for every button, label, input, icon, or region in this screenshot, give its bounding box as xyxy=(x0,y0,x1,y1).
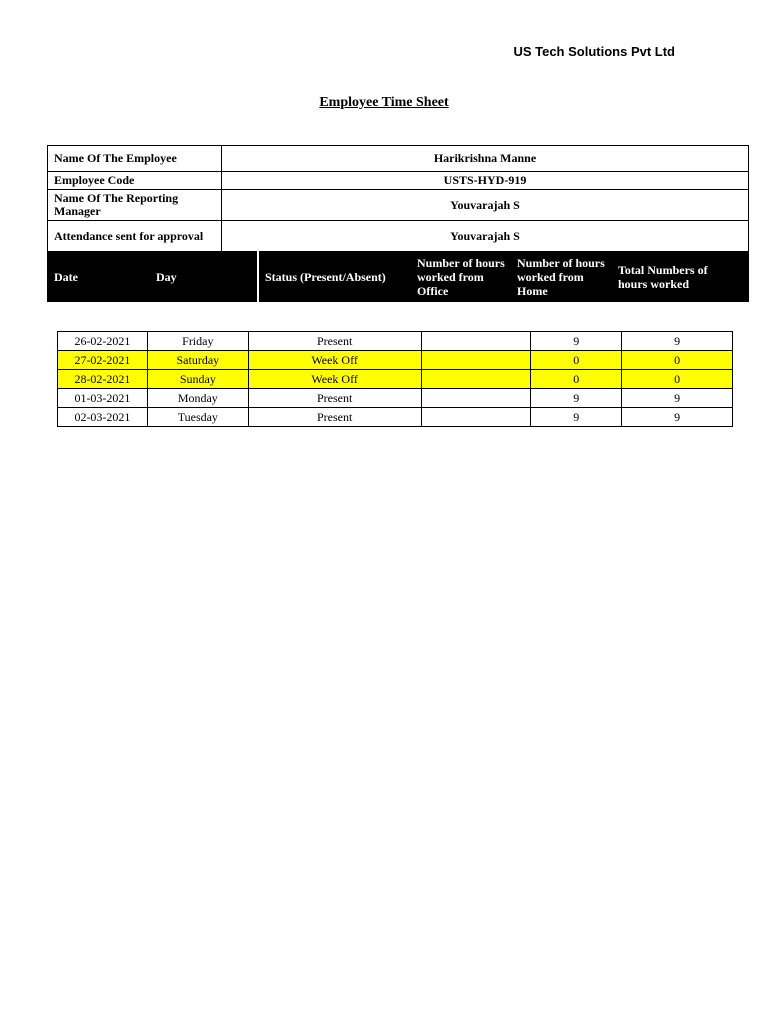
cell-date: 28-02-2021 xyxy=(58,370,148,389)
cell-status: Present xyxy=(248,408,421,427)
table-row xyxy=(58,389,733,408)
cell-status: Week Off xyxy=(248,351,421,370)
column-header-date: Date xyxy=(54,269,78,284)
cell-status: Week Off xyxy=(248,370,421,389)
column-header-separator xyxy=(257,251,259,302)
column-header-office-hours: Number of hours worked from Office xyxy=(417,255,505,298)
cell-total: 9 xyxy=(622,332,733,351)
table-row xyxy=(58,351,733,370)
cell-total: 0 xyxy=(622,351,733,370)
page-title: Employee Time Sheet xyxy=(319,95,449,110)
approval-value: Youvarajah S xyxy=(222,221,749,252)
column-header-day: Day xyxy=(156,269,177,284)
cell-total: 0 xyxy=(622,370,733,389)
cell-status: Present xyxy=(248,389,421,408)
manager-value: Youvarajah S xyxy=(222,190,749,221)
cell-date: 01-03-2021 xyxy=(58,389,148,408)
cell-home: 0 xyxy=(531,351,622,370)
employee-code-value: USTS-HYD-919 xyxy=(222,172,749,190)
cell-total: 9 xyxy=(622,389,733,408)
employee-code-row xyxy=(48,172,749,190)
cell-day: Monday xyxy=(147,389,248,408)
cell-office xyxy=(421,332,531,351)
cell-office xyxy=(421,408,531,427)
employee-name-value: Harikrishna Manne xyxy=(222,146,749,172)
timesheet-body xyxy=(58,332,733,427)
cell-home: 0 xyxy=(531,370,622,389)
cell-date: 02-03-2021 xyxy=(58,408,148,427)
employee-code-label: Employee Code xyxy=(48,172,222,190)
cell-date: 26-02-2021 xyxy=(58,332,148,351)
table-row xyxy=(58,370,733,389)
cell-office xyxy=(421,389,531,408)
employee-name-row xyxy=(48,146,749,172)
cell-office xyxy=(421,351,531,370)
table-row xyxy=(58,332,733,351)
cell-day: Saturday xyxy=(147,351,248,370)
timesheet-column-header xyxy=(47,251,749,302)
cell-date: 27-02-2021 xyxy=(58,351,148,370)
cell-office xyxy=(421,370,531,389)
manager-label: Name Of The Reporting Manager xyxy=(48,190,222,221)
timesheet-table xyxy=(57,331,733,427)
table-row xyxy=(58,408,733,427)
cell-day: Sunday xyxy=(147,370,248,389)
cell-day: Friday xyxy=(147,332,248,351)
approval-label: Attendance sent for approval xyxy=(48,221,222,252)
manager-row xyxy=(48,190,749,221)
cell-home: 9 xyxy=(531,408,622,427)
column-header-status: Status (Present/Absent) xyxy=(265,269,386,284)
employee-name-label: Name Of The Employee xyxy=(48,146,222,172)
column-header-home-hours: Number of hours worked from Home xyxy=(517,255,605,298)
cell-status: Present xyxy=(248,332,421,351)
approval-row xyxy=(48,221,749,252)
company-name: US Tech Solutions Pvt Ltd xyxy=(513,44,675,59)
cell-home: 9 xyxy=(531,389,622,408)
cell-total: 9 xyxy=(622,408,733,427)
employee-info-table xyxy=(47,145,749,252)
column-header-total-hours: Total Numbers of hours worked xyxy=(618,262,708,291)
cell-home: 9 xyxy=(531,332,622,351)
cell-day: Tuesday xyxy=(147,408,248,427)
